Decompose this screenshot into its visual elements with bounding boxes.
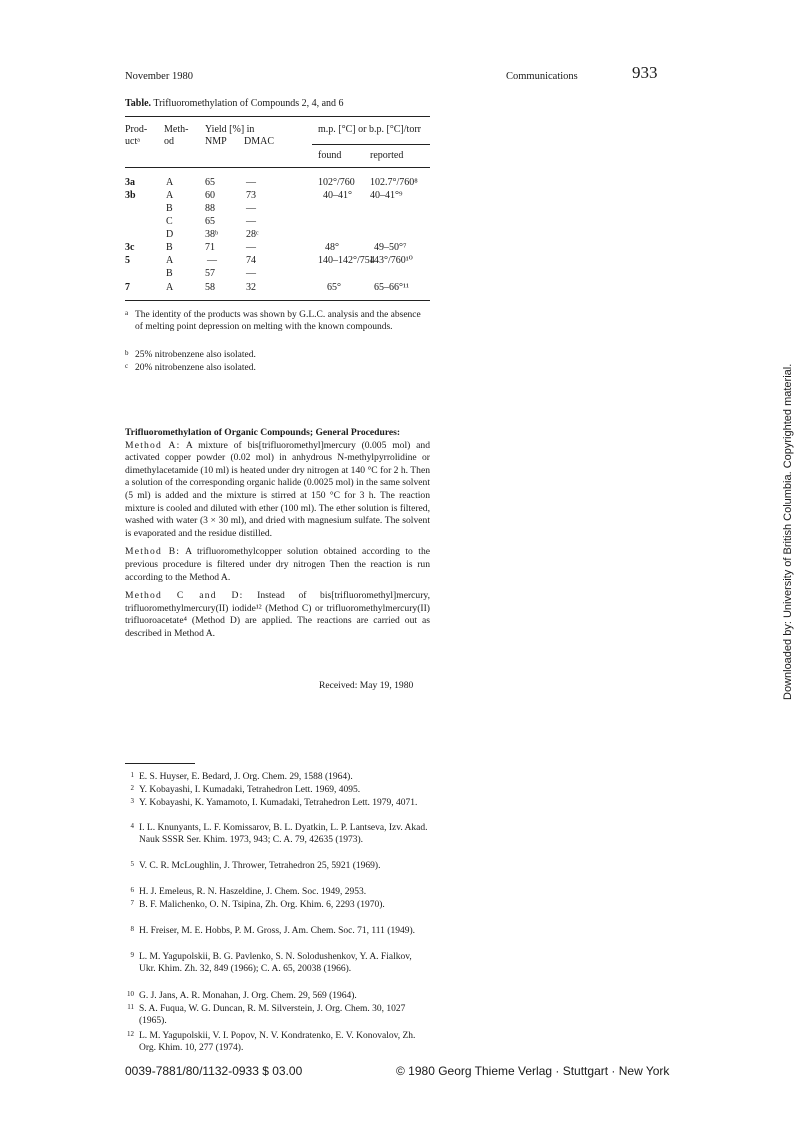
table-cell-method: B [166,242,173,253]
table-cell-nmp: 65 [205,216,215,227]
table-footnote [125,349,430,361]
method-cd-paragraph [125,590,430,640]
reference-text: E. S. Huyser, E. Bedard, J. Org. Chem. 29, 1588 (1964). [139,772,353,782]
table-footnote [125,309,430,334]
download-notice: Downloaded by: University of British Columbia. Copyrighted material. [782,363,794,700]
reference-text: Y. Kobayashi, I. Kumadaki, Tetrahedron Lett. 1969, 4095. [139,785,361,795]
footnote-mark: a [125,309,129,317]
table-cell-nmp: — [207,255,217,266]
method-cd-label: Method C and D: [125,590,244,602]
reference-text: I. L. Knunyants, L. F. Komissarov, B. L. Dyatkin, L. P. Lantseva, Izv. Akad. Nauk SSSR Ser. Khim. 1973, 943; C. A. 79, 42635 (1973). [139,823,428,846]
procedure-section [125,427,430,641]
table-top-rule [125,116,430,117]
footnote-text: The identity of the products was shown by G.L.C. analysis and the absence of melting point depression on melting with the known compounds. [135,310,421,333]
reference-item [125,771,430,783]
table-cell-method: A [166,282,174,293]
table-cell-nmp: 88 [205,203,215,214]
table-cell-dmac: — [246,242,256,253]
table-cell-dmac: 74 [246,255,256,266]
reference-text: L. M. Yagupolskii, V. I. Popov, N. V. Kondratenko, E. V. Konovalov, Zh. Org. Khim. 10, 277 (1974). [139,1031,416,1054]
method-b-text: A trifluoromethylcopper solution obtained according to the previous procedure is filtered under dry nitrogen Then the reaction is run according to the Method A. [125,546,430,583]
reference-number: 6 [130,886,134,894]
table-cell-found: 65° [327,282,341,293]
table-header-method: Meth- od [164,124,189,147]
reference-item [125,925,430,937]
reference-item [125,899,430,911]
table-cell-product: 3c [125,242,135,253]
table-caption [125,98,344,109]
reference-item [125,797,430,809]
reference-text: Y. Kobayashi, K. Yamamoto, I. Kumadaki, Tetrahedron Lett. 1979, 4071. [139,798,418,808]
table-cell-reported: 40–41°⁹ [370,190,403,201]
footer-copyright: © 1980 Georg Thieme Verlag · Stuttgart · New York [396,1064,670,1078]
table-caption-text: Trifluoromethylation of Compounds 2, 4, and 6 [153,98,344,109]
table-cell-dmac: — [246,203,256,214]
table-cell-nmp: 58 [205,282,215,293]
procedure-title: Trifluoromethylation of Organic Compounds; General Procedures: [125,427,401,438]
method-cd-text: Instead of bis[trifluoromethyl]mercury, trifluoromethylmercury(II) iodide¹² (Method C) or trifluoromethylmercury(II) trifluoroacetate⁴ (Method D) are applied. The reactions are carried out as described in Method A. [125,590,430,639]
reference-number: 1 [130,771,134,779]
footer-issn: 0039-7881/80/1132-0933 $ 03.00 [125,1064,303,1078]
footnote-mark: b [125,349,129,357]
method-a-paragraph [125,440,430,541]
table-cell-reported: 102.7°/760⁸ [370,177,418,188]
received-date: Received: May 19, 1980 [319,680,414,691]
references-separator [125,763,195,764]
reference-number: 4 [130,822,134,830]
reference-number: 5 [130,860,134,868]
table-cell-dmac: 73 [246,190,256,201]
reference-text: H. Freiser, M. E. Hobbs, P. M. Gross, J. Am. Chem. Soc. 71, 111 (1949). [139,926,416,936]
table-header-product: Prod- uctᵃ [125,124,148,147]
reference-text: S. A. Fuqua, W. G. Duncan, R. M. Silverstein, J. Org. Chem. 30, 1027 (1965). [139,1004,406,1027]
table-cell-found: 102°/760 [318,177,355,188]
footnote-text: 25% nitrobenzene also isolated. [135,350,256,360]
reference-text: L. M. Yagupolskii, B. G. Pavlenko, S. N. Solodushenkov, Y. A. Fialkov, Ukr. Khim. Zh. 32, 849 (1966); C. A. 65, 20038 (1966). [139,952,412,975]
table-cell-found: 40–41° [323,190,352,201]
table-cell-product: 3a [125,177,135,188]
reference-item [125,784,430,796]
table-cell-dmac: 32 [246,282,256,293]
table-cell-nmp: 57 [205,268,215,279]
table-cell-nmp: 71 [205,242,215,253]
footnote-mark: c [125,362,129,370]
table-footnote [125,362,430,374]
table-cell-nmp: 60 [205,190,215,201]
table-cell-dmac: — [246,177,256,188]
table-cell-method: D [166,229,174,240]
reference-text: G. J. Jans, A. R. Monahan, J. Org. Chem. 29, 569 (1964). [139,991,357,1001]
method-a-label: Method A: [125,439,181,451]
table-header-found: found [318,150,342,161]
table-header-dmac: DMAC [244,136,275,147]
table-cell-method: B [166,203,173,214]
reference-item [125,990,430,1002]
table-mp-subrule [312,144,430,145]
table-cell-reported: 143°/760¹⁰ [369,255,413,266]
reference-item [125,822,430,847]
table-cell-dmac: 28ᶜ [246,229,259,240]
header-date: November 1980 [125,71,193,82]
reference-number: 11 [127,1003,134,1011]
reference-item [125,1030,430,1055]
table-cell-dmac: — [246,216,256,227]
table-cell-method: B [166,268,173,279]
header-journal-section: Communications [506,71,578,82]
reference-text: V. C. R. McLoughlin, J. Thrower, Tetrahedron 25, 5921 (1969). [139,861,381,871]
table-header-yield: Yield [%] in [205,124,255,135]
table-cell-product: 3b [125,190,136,201]
reference-number: 8 [130,925,134,933]
reference-text: B. F. Malichenko, O. N. Tsipina, Zh. Org. Khim. 6, 2293 (1970). [139,900,385,910]
reference-number: 12 [127,1030,134,1038]
table-cell-dmac: — [246,268,256,279]
method-b-paragraph [125,546,430,584]
table-cell-method: A [166,190,174,201]
table-cell-product: 7 [125,282,130,293]
reference-number: 9 [130,951,134,959]
reference-item [125,860,430,872]
table-cell-nmp: 38ᵇ [205,229,219,240]
reference-number: 3 [130,797,134,805]
method-a-text: A mixture of bis[trifluoromethyl]mercury (0.005 mol) and activated copper powder (0.02 mol) in anhydrous N-methylpyrrolidine or dimethylacetamide (10 ml) is heated under dry nitrogen at 140 °C for 2 h. Then a solution of the corresponding organic halide (0.0025 mol) in the same solvent (5 ml) is added and the mixture is stirred at 150 °C for 3 h. The reaction mixture is cooled and diluted with ether (100 ml). The ether solution is filtered, washed with water (3 × 30 ml), and dried with magnesium sulfate. The solvent is evaporated and the residue distilled. [125,439,430,539]
table-caption-label: Table. [125,98,152,109]
table-header-rule [125,167,430,168]
table-header-reported: reported [370,150,404,161]
table-cell-nmp: 65 [205,177,215,188]
table-cell-method: C [166,216,173,227]
table-cell-method: A [166,177,174,188]
reference-item [125,951,430,976]
page-number: 933 [632,63,658,82]
method-b-label: Method B: [125,546,181,558]
reference-number: 10 [127,990,134,998]
reference-text: H. J. Emeleus, R. N. Haszeldine, J. Chem. Soc. 1949, 2953. [139,887,367,897]
table-header-mp: m.p. [°C] or b.p. [°C]/torr [318,124,421,135]
table-cell-reported: 49–50°⁷ [374,242,407,253]
table-cell-product: 5 [125,255,130,266]
table-cell-found: 48° [325,242,339,253]
reference-item [125,1003,430,1028]
footnote-text: 20% nitrobenzene also isolated. [135,363,256,373]
table-cell-method: A [166,255,174,266]
table-cell-reported: 65–66°¹¹ [374,282,409,293]
reference-number: 2 [130,784,134,792]
reference-number: 7 [130,899,134,907]
table-cell-found: 140–142°/754 [318,255,375,266]
table-bottom-rule [125,300,430,301]
table-header-nmp: NMP [205,136,227,147]
reference-item [125,886,430,898]
